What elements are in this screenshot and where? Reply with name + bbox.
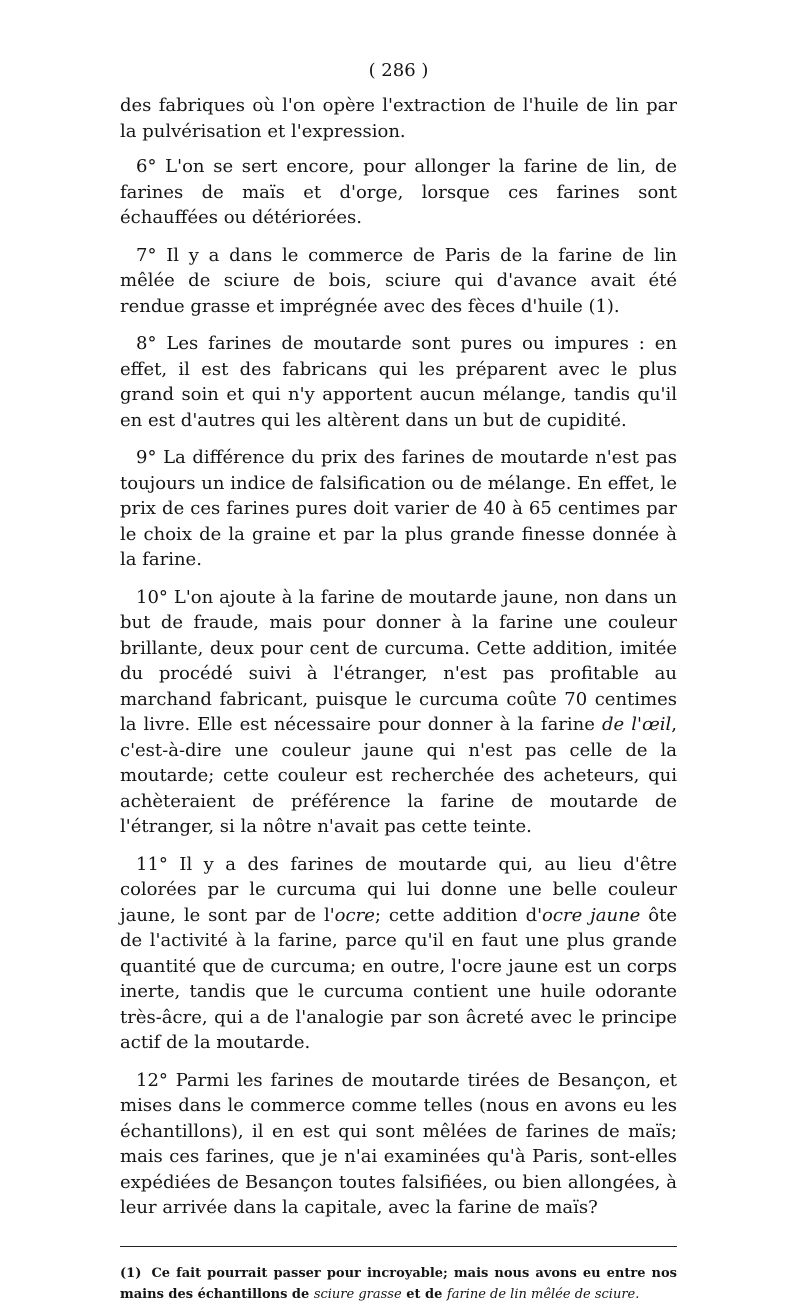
footnote-text: et de: [406, 1286, 443, 1302]
paragraph-text: Il y a des farines de moutarde qui, au lieu d'être colorées par le curcuma qui lui donne une belle couleur jaune, le sont par de l': [120, 853, 677, 926]
paragraph-9: [120, 445, 677, 573]
paragraph-text: Les farines de moutarde sont pures ou impures : en effet, il est des fabricans qui les préparent avec le plus grand soin et qui n'y apportent aucun mélange, tandis qu'il en est d'autres qui les altèrent dans un but de cupidité.: [120, 333, 677, 431]
italic-text: ocre: [334, 904, 375, 926]
paragraph-11: [120, 852, 677, 1056]
paragraph-text: La différence du prix des farines de moutarde n'est pas toujours un indice de falsification ou de mélange. En effet, le prix de ces farines pures doit varier de 40 à 65 centimes par le choix de la graine et par la plus grande finesse donnée à la farine.: [120, 447, 677, 570]
paragraph-number: 12°: [136, 1069, 168, 1091]
book-page: [120, 60, 677, 1305]
paragraph-10: [120, 585, 677, 840]
footnote-text: Ce fait pourrait passer pour incroyable; mais nous avons eu entre nos mains des échantillons de: [120, 1265, 677, 1302]
paragraph-text: L'on ajoute à la farine de moutarde jaune, non dans un but de fraude, mais pour donner à la farine une couleur brillante, deux pour cent de curcuma. Cette addition, imitée du procédé suivi à l'étranger, n'est pas profitable au marchand fabricant, puisque le curcuma coûte 70 centimes la livre. Elle est nécessaire pour donner à la farine: [120, 586, 677, 735]
paragraph-text: des fabriques où l'on opère l'extraction de l'huile de lin par la pulvérisation et l'expression.: [120, 95, 677, 142]
paragraph-number: 6°: [136, 156, 157, 177]
paragraph-7: [120, 243, 677, 320]
paragraph-12: [120, 1068, 677, 1221]
paragraph-text: , c'est-à-dire une couleur jaune qui n'est pas celle de la moutarde; cette couleur est recherchée des acheteurs, qui achèteraient de préférence la farine de moutarde de l'étranger, si la nôtre n'avait pas cette teinte.: [120, 714, 677, 837]
paragraph-continuation: [120, 93, 677, 144]
italic-text: ocre jaune: [542, 904, 641, 926]
footnote-marker: (1): [120, 1265, 142, 1281]
italic-text: de l'œil: [602, 714, 672, 735]
paragraph-number: 7°: [136, 244, 157, 266]
italic-text: farine de lin mêlée de sciure.: [446, 1286, 640, 1302]
footnote-divider: [120, 1246, 677, 1247]
paragraph-8: [120, 331, 677, 433]
paragraph-6: [120, 154, 677, 231]
paragraph-text: ; cette addition d': [374, 904, 543, 926]
italic-text: sciure grasse: [313, 1286, 402, 1302]
page-number: ( 286 ): [368, 60, 429, 81]
paragraph-text: ôte de l'activité à la farine, parce qu'il en faut une plus grande quantité que de curcuma; en outre, l'ocre jaune est un corps inerte, tandis que le curcuma contient une huile odorante très-âcre, qui a de l'analogie par son âcreté avec le principe actif de la moutarde.: [120, 904, 677, 1053]
paragraph-number: 10°: [136, 586, 168, 608]
paragraph-text: L'on se sert encore, pour allonger la farine de lin, de farines de maïs et d'orge, lorsque ces farines sont échauffées ou détériorées.: [120, 156, 677, 228]
footnote: [120, 1263, 677, 1305]
paragraph-number: 8°: [136, 333, 157, 354]
paragraph-text: Il y a dans le commerce de Paris de la farine de lin mêlée de sciure de bois, sciure qui d'avance avait été rendue grasse et imprégnée avec des fèces d'huile (1).: [120, 244, 677, 317]
paragraph-number: 11°: [136, 853, 168, 875]
paragraph-text: Parmi les farines de moutarde tirées de Besançon, et mises dans le commerce comme telles (nous en avons eu les échantillons), il en est qui sont mêlées de farines de maïs; mais ces farines, que je n'ai examinées qu'à Paris, sont-elles expédiées de Besançon toutes falsifiées, ou bien allongées, à leur arrivée dans la capitale, avec la farine de maïs?: [120, 1069, 677, 1218]
paragraph-number: 9°: [136, 447, 157, 468]
